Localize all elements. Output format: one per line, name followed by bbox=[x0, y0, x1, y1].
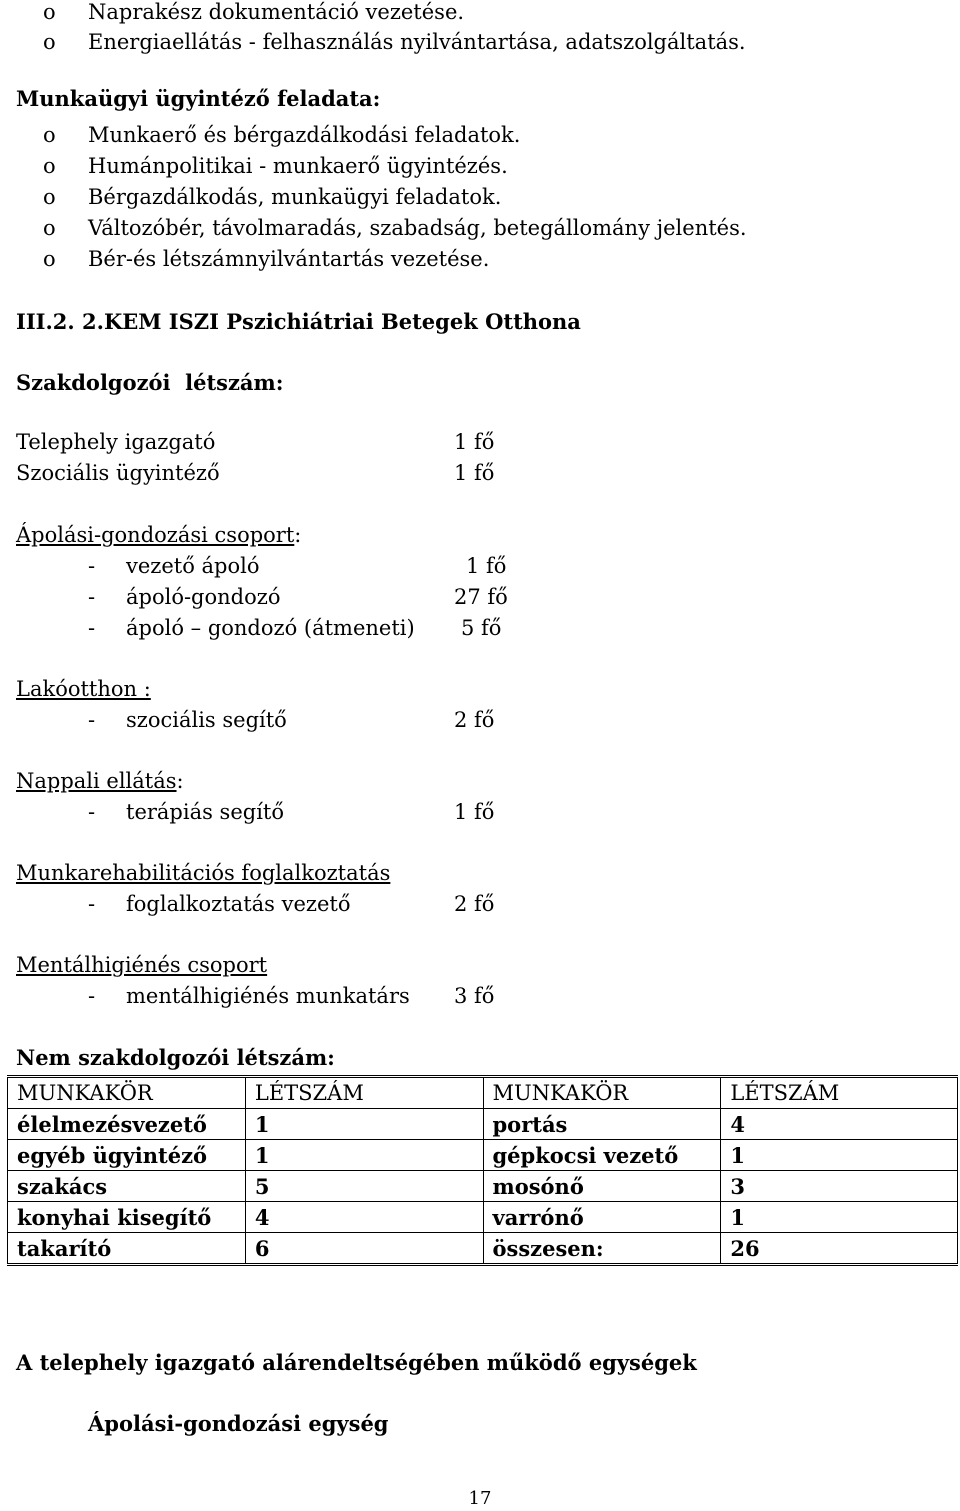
list-item bbox=[0, 249, 960, 280]
dash-marker: - bbox=[88, 708, 96, 732]
role-row bbox=[0, 986, 960, 1014]
table-row bbox=[8, 1202, 958, 1233]
table-cell: 5 bbox=[245, 1171, 483, 1202]
role-label: mentálhigiénés munkatárs bbox=[126, 984, 410, 1008]
role-row bbox=[0, 432, 960, 460]
table-cell: 1 bbox=[721, 1140, 958, 1171]
table-cell: 1 bbox=[721, 1202, 958, 1233]
bullet-marker: o bbox=[43, 154, 56, 178]
daycare-group-title: Nappali ellátás: bbox=[16, 769, 184, 793]
list-item bbox=[0, 2, 960, 33]
care-group-title: Ápolási-gondozási csoport: bbox=[16, 523, 302, 547]
role-row bbox=[0, 802, 960, 830]
bullet-marker: o bbox=[43, 0, 56, 24]
bullet-marker: o bbox=[43, 30, 56, 54]
table-cell: 6 bbox=[245, 1233, 483, 1265]
table-cell: varrónő bbox=[483, 1202, 721, 1233]
dash-marker: - bbox=[88, 800, 96, 824]
role-count: 2 fő bbox=[454, 892, 495, 916]
role-count: 1 fő bbox=[466, 554, 507, 578]
table-cell: 4 bbox=[245, 1202, 483, 1233]
dash-marker: - bbox=[88, 554, 96, 578]
table-cell: gépkocsi vezető bbox=[483, 1140, 721, 1171]
table-row bbox=[8, 1109, 958, 1140]
table-cell: 1 bbox=[245, 1109, 483, 1140]
list-item bbox=[0, 32, 960, 63]
role-label: vezető ápoló bbox=[126, 554, 260, 578]
table-header-cell: LÉTSZÁM bbox=[245, 1077, 483, 1109]
role-row bbox=[0, 710, 960, 738]
dash-marker: - bbox=[88, 616, 96, 640]
units-heading: A telephely igazgató alárendeltségében működő egységek bbox=[16, 1350, 697, 1375]
table-cell: konyhai kisegítő bbox=[8, 1202, 246, 1233]
role-row bbox=[0, 618, 960, 646]
table-row bbox=[8, 1233, 958, 1265]
role-count: 1 fő bbox=[454, 430, 495, 454]
prof-staff-heading: Szakdolgozói létszám: bbox=[16, 370, 284, 395]
list-item-text: Változóbér, távolmaradás, szabadság, betegállomány jelentés. bbox=[88, 216, 747, 240]
role-count: 2 fő bbox=[454, 708, 495, 732]
table-cell: 26 bbox=[721, 1233, 958, 1265]
role-count: 1 fő bbox=[454, 800, 495, 824]
list-item-text: Naprakész dokumentáció vezetése. bbox=[88, 0, 465, 24]
table-cell: 4 bbox=[721, 1109, 958, 1140]
table-cell: szakács bbox=[8, 1171, 246, 1202]
table-cell: mosónő bbox=[483, 1171, 721, 1202]
table-cell: egyéb ügyintéző bbox=[8, 1140, 246, 1171]
nonprof-heading: Nem szakdolgozói létszám: bbox=[16, 1045, 335, 1070]
role-row bbox=[0, 894, 960, 922]
table-row bbox=[8, 1140, 958, 1171]
table-cell: összesen: bbox=[483, 1233, 721, 1265]
table-cell: élelmezésvezető bbox=[8, 1109, 246, 1140]
bullet-marker: o bbox=[43, 123, 56, 147]
page-number: 17 bbox=[468, 1488, 492, 1509]
table-header-row bbox=[8, 1077, 958, 1109]
table-cell: portás bbox=[483, 1109, 721, 1140]
residential-group-title: Lakóotthon : bbox=[16, 677, 151, 701]
staff-table bbox=[7, 1075, 958, 1266]
role-row bbox=[0, 587, 960, 615]
list-item-text: Bérgazdálkodás, munkaügyi feladatok. bbox=[88, 185, 502, 209]
role-row bbox=[0, 556, 960, 584]
role-label: foglalkoztatás vezető bbox=[126, 892, 351, 916]
rehab-group-title: Munkarehabilitációs foglalkoztatás bbox=[16, 861, 391, 885]
list-item bbox=[0, 187, 960, 218]
table-header-cell: MUNKAKÖR bbox=[8, 1077, 246, 1109]
bullet-marker: o bbox=[43, 216, 56, 240]
table-row bbox=[8, 1171, 958, 1202]
list-item-text: Bér-és létszámnyilvántartás vezetése. bbox=[88, 247, 490, 271]
list-item-text: Energiaellátás - felhasználás nyilvántartása, adatszolgáltatás. bbox=[88, 30, 746, 54]
list-item bbox=[0, 125, 960, 156]
mental-group-title: Mentálhigiénés csoport bbox=[16, 953, 268, 977]
role-count: 5 fő bbox=[461, 616, 502, 640]
bullet-marker: o bbox=[43, 185, 56, 209]
dash-marker: - bbox=[88, 585, 96, 609]
role-label: ápoló – gondozó (átmeneti) bbox=[126, 616, 415, 640]
list-item-text: Munkaerő és bérgazdálkodási feladatok. bbox=[88, 123, 521, 147]
role-row bbox=[0, 463, 960, 491]
role-count: 3 fő bbox=[454, 984, 495, 1008]
bullet-marker: o bbox=[43, 247, 56, 271]
role-label: Telephely igazgató bbox=[16, 430, 216, 454]
table-cell: takarító bbox=[8, 1233, 246, 1265]
role-label: terápiás segítő bbox=[126, 800, 285, 824]
hr-heading: Munkaügyi ügyintéző feladata: bbox=[16, 86, 381, 111]
role-count: 27 fő bbox=[454, 585, 508, 609]
role-label: Szociális ügyintéző bbox=[16, 461, 220, 485]
list-item bbox=[0, 218, 960, 249]
list-item-text: Humánpolitikai - munkaerő ügyintézés. bbox=[88, 154, 508, 178]
table-cell: 1 bbox=[245, 1140, 483, 1171]
role-count: 1 fő bbox=[454, 461, 495, 485]
table-header-cell: LÉTSZÁM bbox=[721, 1077, 958, 1109]
unit-subheading: Ápolási-gondozási egység bbox=[88, 1411, 389, 1436]
table-header-cell: MUNKAKÖR bbox=[483, 1077, 721, 1109]
dash-marker: - bbox=[88, 984, 96, 1008]
table-cell: 3 bbox=[721, 1171, 958, 1202]
section-title: III.2. 2.KEM ISZI Pszichiátriai Betegek Otthona bbox=[16, 309, 581, 334]
list-item bbox=[0, 156, 960, 187]
dash-marker: - bbox=[88, 892, 96, 916]
role-label: szociális segítő bbox=[126, 708, 287, 732]
role-label: ápoló-gondozó bbox=[126, 585, 281, 609]
